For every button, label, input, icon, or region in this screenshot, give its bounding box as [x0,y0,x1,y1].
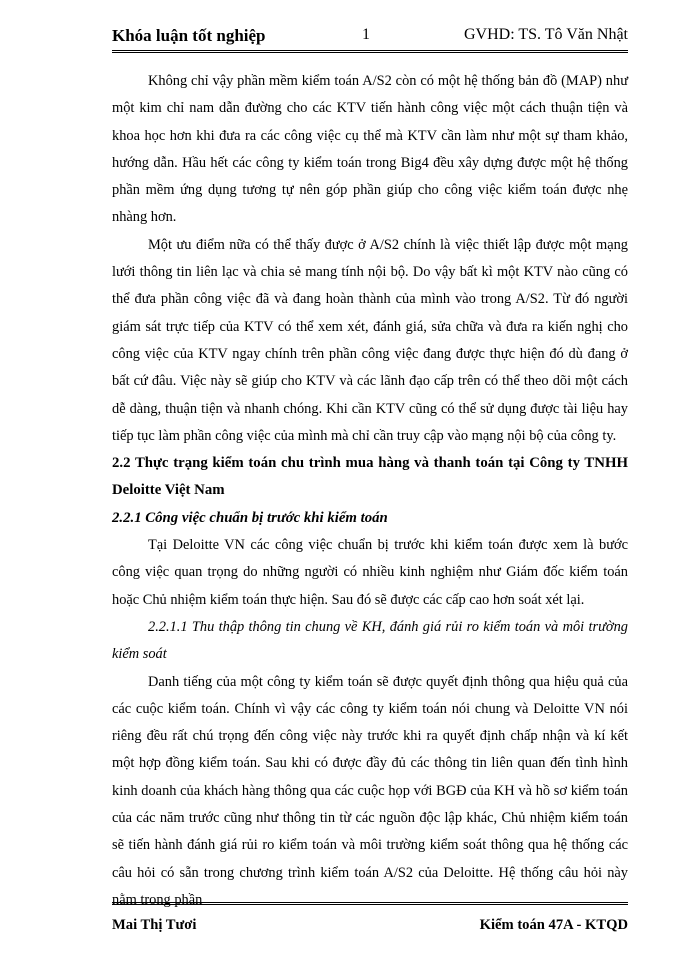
page-body [112,68,628,914]
paragraph-3: Tại Deloitte VN các công việc chuẩn bị trước khi kiểm toán được xem là bước công việc quan trọng do những người có nhiều kinh nghiệm như Giám đốc kiểm toán hoặc Chủ nhiệm kiểm toán thực hiện. Sau đó sẽ được các cấp cao hơn soát xét lại. [112,537,628,608]
footer-class: Kiểm toán 47A - KTQD [479,917,628,933]
header-title: Khóa luận tốt nghiệp [112,26,266,45]
paragraph-2: Một ưu điểm nữa có thể thấy được ở A/S2 chính là việc thiết lập được một mạng lưới thông tin liên lạc và chia sẻ mang tính nội bộ. Do vậy bất kì một KTV nào cũng có thể đưa phần công việc đã và đang hoàn thành của mình vào trong A/S2. Từ đó người giám sát trực tiếp của KTV có thể xem xét, đánh giá, sửa chữa và đưa ra kiến nghị cho công việc của KTV ngay chính trên phần công việc đang được thực hiện đó dù đang ở bất cứ đâu. Việc này sẽ giúp cho KTV và các lãnh đạo cấp trên có thể theo dõi một cách dễ dàng, thuận tiện và nhanh chóng. Khi cần KTV cũng có thể sử dụng được tài liệu hay tiếp tục làm phần công việc của mình mà chỉ cần truy cập vào mạng nội bộ của công ty. [112,236,628,444]
section-heading-2-2: 2.2 Thực trạng kiểm toán chu trình mua hàng và thanh toán tại Công ty TNHH Deloitte Việt Nam [112,455,628,499]
header-advisor: GVHD: TS. Tô Văn Nhật [464,26,628,43]
footer-author: Mai Thị Tươi [112,917,197,933]
subsubsection-heading-2-2-1-1: 2.2.1.1 Thu thập thông tin chung về KH, đánh giá rủi ro kiểm toán và môi trường kiểm soát [112,618,628,663]
page-header [112,20,628,53]
paragraph-4: Danh tiếng của một công ty kiểm toán sẽ được quyết định thông qua hiệu quả của các cuộc kiểm toán. Chính vì vậy các công ty kiểm toán nói chung và Deloitte VN nói riêng đều rất chú trọng đến công việc này trước khi ra quyết định chấp nhận và kí kết một hợp đồng kiểm toán. Sau khi có được đầy đủ các thông tin liên quan đến tình hình kinh doanh của khách hàng thông qua các cuộc họp với BGĐ của KH và hồ sơ kiểm toán của các năm trước cũng như thông tin từ các nguồn độc lập khác, Chủ nhiệm kiểm toán sẽ tiến hành đánh giá rủi ro kiểm toán và môi trường kiểm soát thông qua hệ thống các câu hỏi có sẵn trong chương trình kiểm toán A/S2 của Deloitte. Hệ thống câu hỏi này nằm trong phần [112,673,628,908]
header-page-number: 1 [362,26,370,43]
page-footer [112,902,628,945]
subsection-heading-2-2-1: 2.2.1 Công việc chuẩn bị trước khi kiểm toán [112,509,388,526]
paragraph-1: Không chỉ vậy phần mềm kiểm toán A/S2 còn có một hệ thống bản đồ (MAP) như một kim chỉ nam dẫn đường cho các KTV tiến hành công việc một cách thuận tiện và khoa học hơn khi đưa ra các công việc cụ thể mà KTV cần làm như một sự tham khảo, hướng dẫn. Hầu hết các công ty kiểm toán trong Big4 đều xây dựng được một hệ thống phần mềm ứng dụng tương tự nên góp phần giúp cho công việc kiểm toán được nhẹ nhàng hơn. [112,73,628,226]
